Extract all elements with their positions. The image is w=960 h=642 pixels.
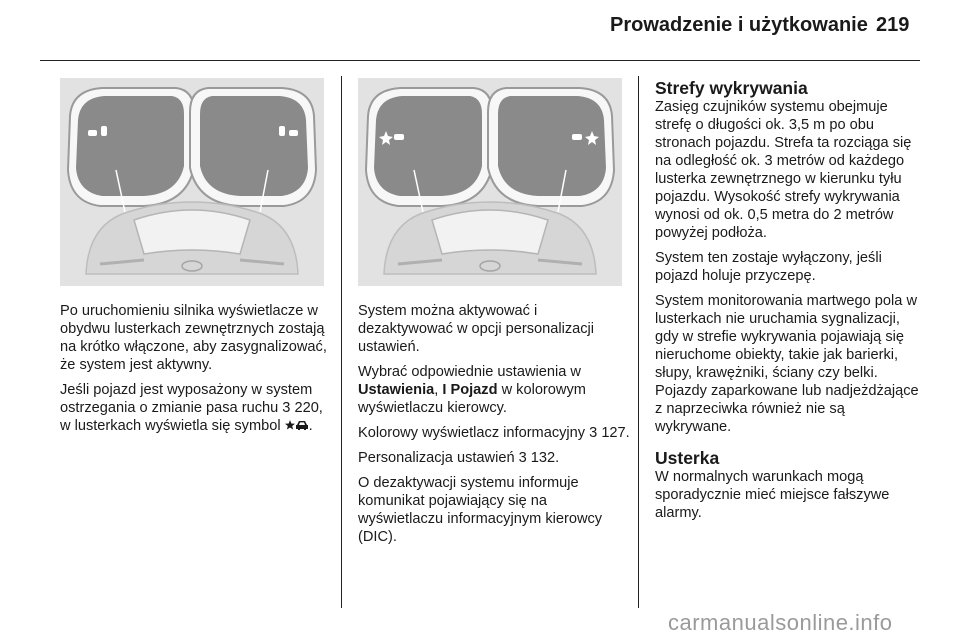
heading-detection-zones: Strefy wykrywania bbox=[655, 78, 808, 98]
page-number: 219 bbox=[876, 14, 910, 36]
right-paragraph-2: System ten zostaje wyłączony, jeśli pojazd holuje przyczepę. bbox=[655, 250, 882, 284]
text-run: Jeśli pojazd jest wyposażony w system ostrzegania o zmianie pasa ruchu bbox=[60, 382, 313, 416]
text-run: Kolorowy wyświetlacz informacyjny bbox=[358, 425, 590, 441]
figure-mirrors-plain-symbol bbox=[60, 78, 324, 286]
middle-paragraph-2 bbox=[358, 363, 630, 417]
middle-paragraph-4 bbox=[358, 449, 630, 467]
mirror-car-illustration bbox=[358, 78, 622, 286]
middle-column bbox=[358, 302, 630, 553]
middle-paragraph-3 bbox=[358, 424, 630, 442]
page-reference-arrow: 3 bbox=[282, 400, 291, 416]
menu-path-settings: Ustawienia bbox=[358, 382, 435, 398]
lane-change-car-icon bbox=[285, 419, 309, 431]
page-reference-arrow: 3 bbox=[589, 425, 598, 441]
figure-mirrors-lane-change-symbol bbox=[358, 78, 622, 286]
text-run: 127. bbox=[597, 425, 630, 441]
right-column bbox=[655, 78, 923, 529]
page-reference-arrow: 3 bbox=[518, 450, 527, 466]
heading-fault: Usterka bbox=[655, 448, 720, 468]
text-run: Personalizacja ustawień bbox=[358, 450, 519, 466]
mirror-car-illustration bbox=[60, 78, 324, 286]
right-paragraph-1: Zasięg czujników systemu obejmuje strefę o długości ok. 3,5 m po obu stronach pojazdu. Strefa ta rozciąga się na odległość ok. 3 metrów od każdego lusterka zewnętrznego w kierunku tyłu pojazdu. Wysokość strefy wykrywania wynosi od ok. 0,5 metra do 2 metrów powyżej podłoża. bbox=[655, 99, 912, 241]
right-paragraph-4: W normalnych warunkach mogą sporadycznie mieć miejsce fałszywe alarmy. bbox=[655, 469, 890, 521]
menu-path-vehicle: Pojazd bbox=[446, 382, 498, 398]
column-divider-left bbox=[341, 76, 342, 608]
text-run: . bbox=[308, 418, 313, 434]
text-run: , bbox=[434, 382, 443, 398]
page-header-title: Prowadzenie i użytkowanie bbox=[610, 14, 868, 36]
header-rule bbox=[40, 60, 920, 61]
left-paragraph-2 bbox=[60, 381, 328, 435]
middle-paragraph-5: O dezaktywacji systemu informuje komunikat pojawiający się na wyświetlaczu informacyjnym kierowcy (DIC). bbox=[358, 475, 603, 545]
column-divider-right bbox=[638, 76, 639, 608]
text-run: 132. bbox=[526, 450, 560, 466]
left-column bbox=[60, 302, 328, 442]
menu-arrow-icon: I bbox=[442, 382, 447, 398]
middle-paragraph-1: System można aktywować i dezaktywować w opcji personalizacji ustawień. bbox=[358, 303, 595, 355]
watermark: carmanualsonline.info bbox=[668, 610, 893, 635]
text-run: Wybrać odpowiednie ustawienia w bbox=[358, 364, 581, 380]
text-run: w kolorowym wyświetlaczu kierowcy. bbox=[358, 382, 586, 416]
left-paragraph-1: Po uruchomieniu silnika wyświetlacze w obydwu lusterkach zewnętrznych zostają na krótko włączone, aby zasygnalizować, że system jest aktywny. bbox=[60, 303, 327, 373]
text-run: 220, w lusterkach wyświetla się symbol bbox=[60, 400, 323, 434]
right-paragraph-3: System monitorowania martwego pola w lusterkach nie uruchamia sygnalizacji, gdy w strefie wykrywania pojawiają się nieruchome obiekty, takie jak barierki, słupy, krawężniki, ściany czy belki. Pojazdy zaparkowane lub nadjeżdżające z naprzeciwka również nie są wykrywane. bbox=[655, 293, 919, 435]
